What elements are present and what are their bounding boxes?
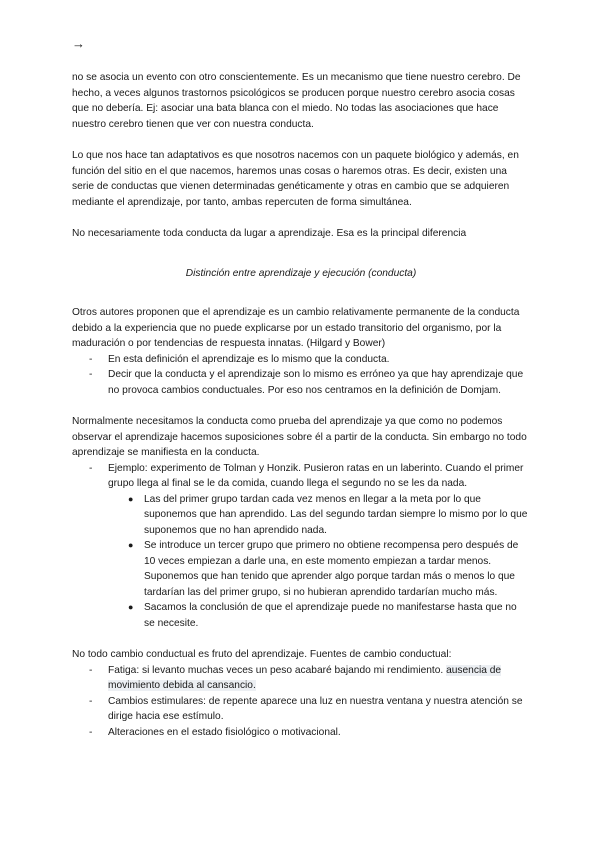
list-item: - En esta definición el aprendizaje es lo mismo que la conducta. (89, 353, 390, 365)
document-body (72, 70, 530, 740)
paragraph-adaptive: Lo que nos hace tan adaptativos es que nosotros nacemos con un paquete biológico y además, en función del sitio en el que nacemos, haremos unas cosas o haremos otras. Es decir, existen una serie de conductas que vienen determinadas genéticamente y otras en cambio que se adquieren mediante el aprendizaje, por tanto, ambas repercuten de forma simultánea. (72, 150, 519, 208)
paragraph-definition: Otros autores proponen que el aprendizaje es un cambio relativamente permanente de la conducta debido a la experiencia que no puede explicarse por un estado transitorio del organismo, por la maduración o por tendencias de respuesta innatas. (Hilgard y Bower) (72, 307, 520, 349)
change-sources-list (72, 663, 530, 741)
example-sublist (72, 492, 530, 632)
highlighted-text: ausencia de movimiento debida al cansancio. (108, 664, 502, 691)
paragraph-associations: no se asocia un evento con otro conscientemente. Es un mecanismo que tiene nuestro cerebro. De hecho, a veces algunos trastornos psicológicos se producen porque nuestro cerebro asocia cosas que no debería. Ej: asociar una bata blanca con el miedo. No todas las asociaciones que hace nuestro cerebro tienen que ver con nuestra conducta. (72, 72, 521, 130)
list-item: ● Las del primer grupo tardan cada vez menos en llegar a la meta por lo que suponemos que han aprendido. Las del segundo tardan siempre lo mismo por lo que suponemos que no han aprendido nada. (128, 493, 528, 536)
list-item: ● Sacamos la conclusión de que el aprendizaje puede no manifestarse hasta que no se necesite. (128, 602, 517, 629)
list-item: - Cambios estimulares: de repente aparece una luz en nuestra ventana y nuestra atención se dirige hacia ese estímulo. (89, 695, 523, 722)
definition-list (72, 352, 530, 399)
list-item: - Decir que la conducta y el aprendizaje son lo mismo es erróneo ya que hay aprendizaje que no provoca cambios conductuales. Por eso nos centramos en la definición de Domjam. (89, 369, 524, 396)
paragraph-change-sources: No todo cambio conductual es fruto del aprendizaje. Fuentes de cambio conductual: (72, 649, 452, 660)
list-item: - Fatiga: si levanto muchas veces un peso acabaré bajando mi rendimiento. ausencia de movimiento debida al cansancio. (89, 664, 502, 691)
list-item: ● Se introduce un tercer grupo que primero no obtiene recompensa pero después de 10 veces empiezan a darle una, en este momento empiezan a tardar menos. Suponemos que han tenido que aprender algo porque tardan más o menos lo que tardarían las del primer grupo, si no hubieran aprendido tardarían mucho más. (128, 540, 519, 598)
list-item: - Ejemplo: experimento de Tolman y Honzik. Pusieron ratas en un laberinto. Cuando el primer grupo llega al final se le da comida, cuando llega el segundo no se les da nada. (89, 462, 524, 489)
arrow-icon: → (72, 36, 85, 51)
section-subtitle: Distinción entre aprendizaje y ejecución (conducta) (185, 267, 417, 279)
paragraph-behavior-proof: Normalmente necesitamos la conducta como prueba del aprendizaje ya que como no podemos observar el aprendizaje hacemos suposiciones sobre él a partir de la conducta. Sin embargo no todo aprendizaje se manifiesta en la conducta. (72, 416, 527, 458)
paragraph-difference: No necesariamente toda conducta da lugar a aprendizaje. Esa es la principal diferencia (72, 228, 467, 239)
example-list (72, 461, 530, 492)
list-item: - Alteraciones en el estado fisiológico o motivacional. (89, 726, 341, 738)
